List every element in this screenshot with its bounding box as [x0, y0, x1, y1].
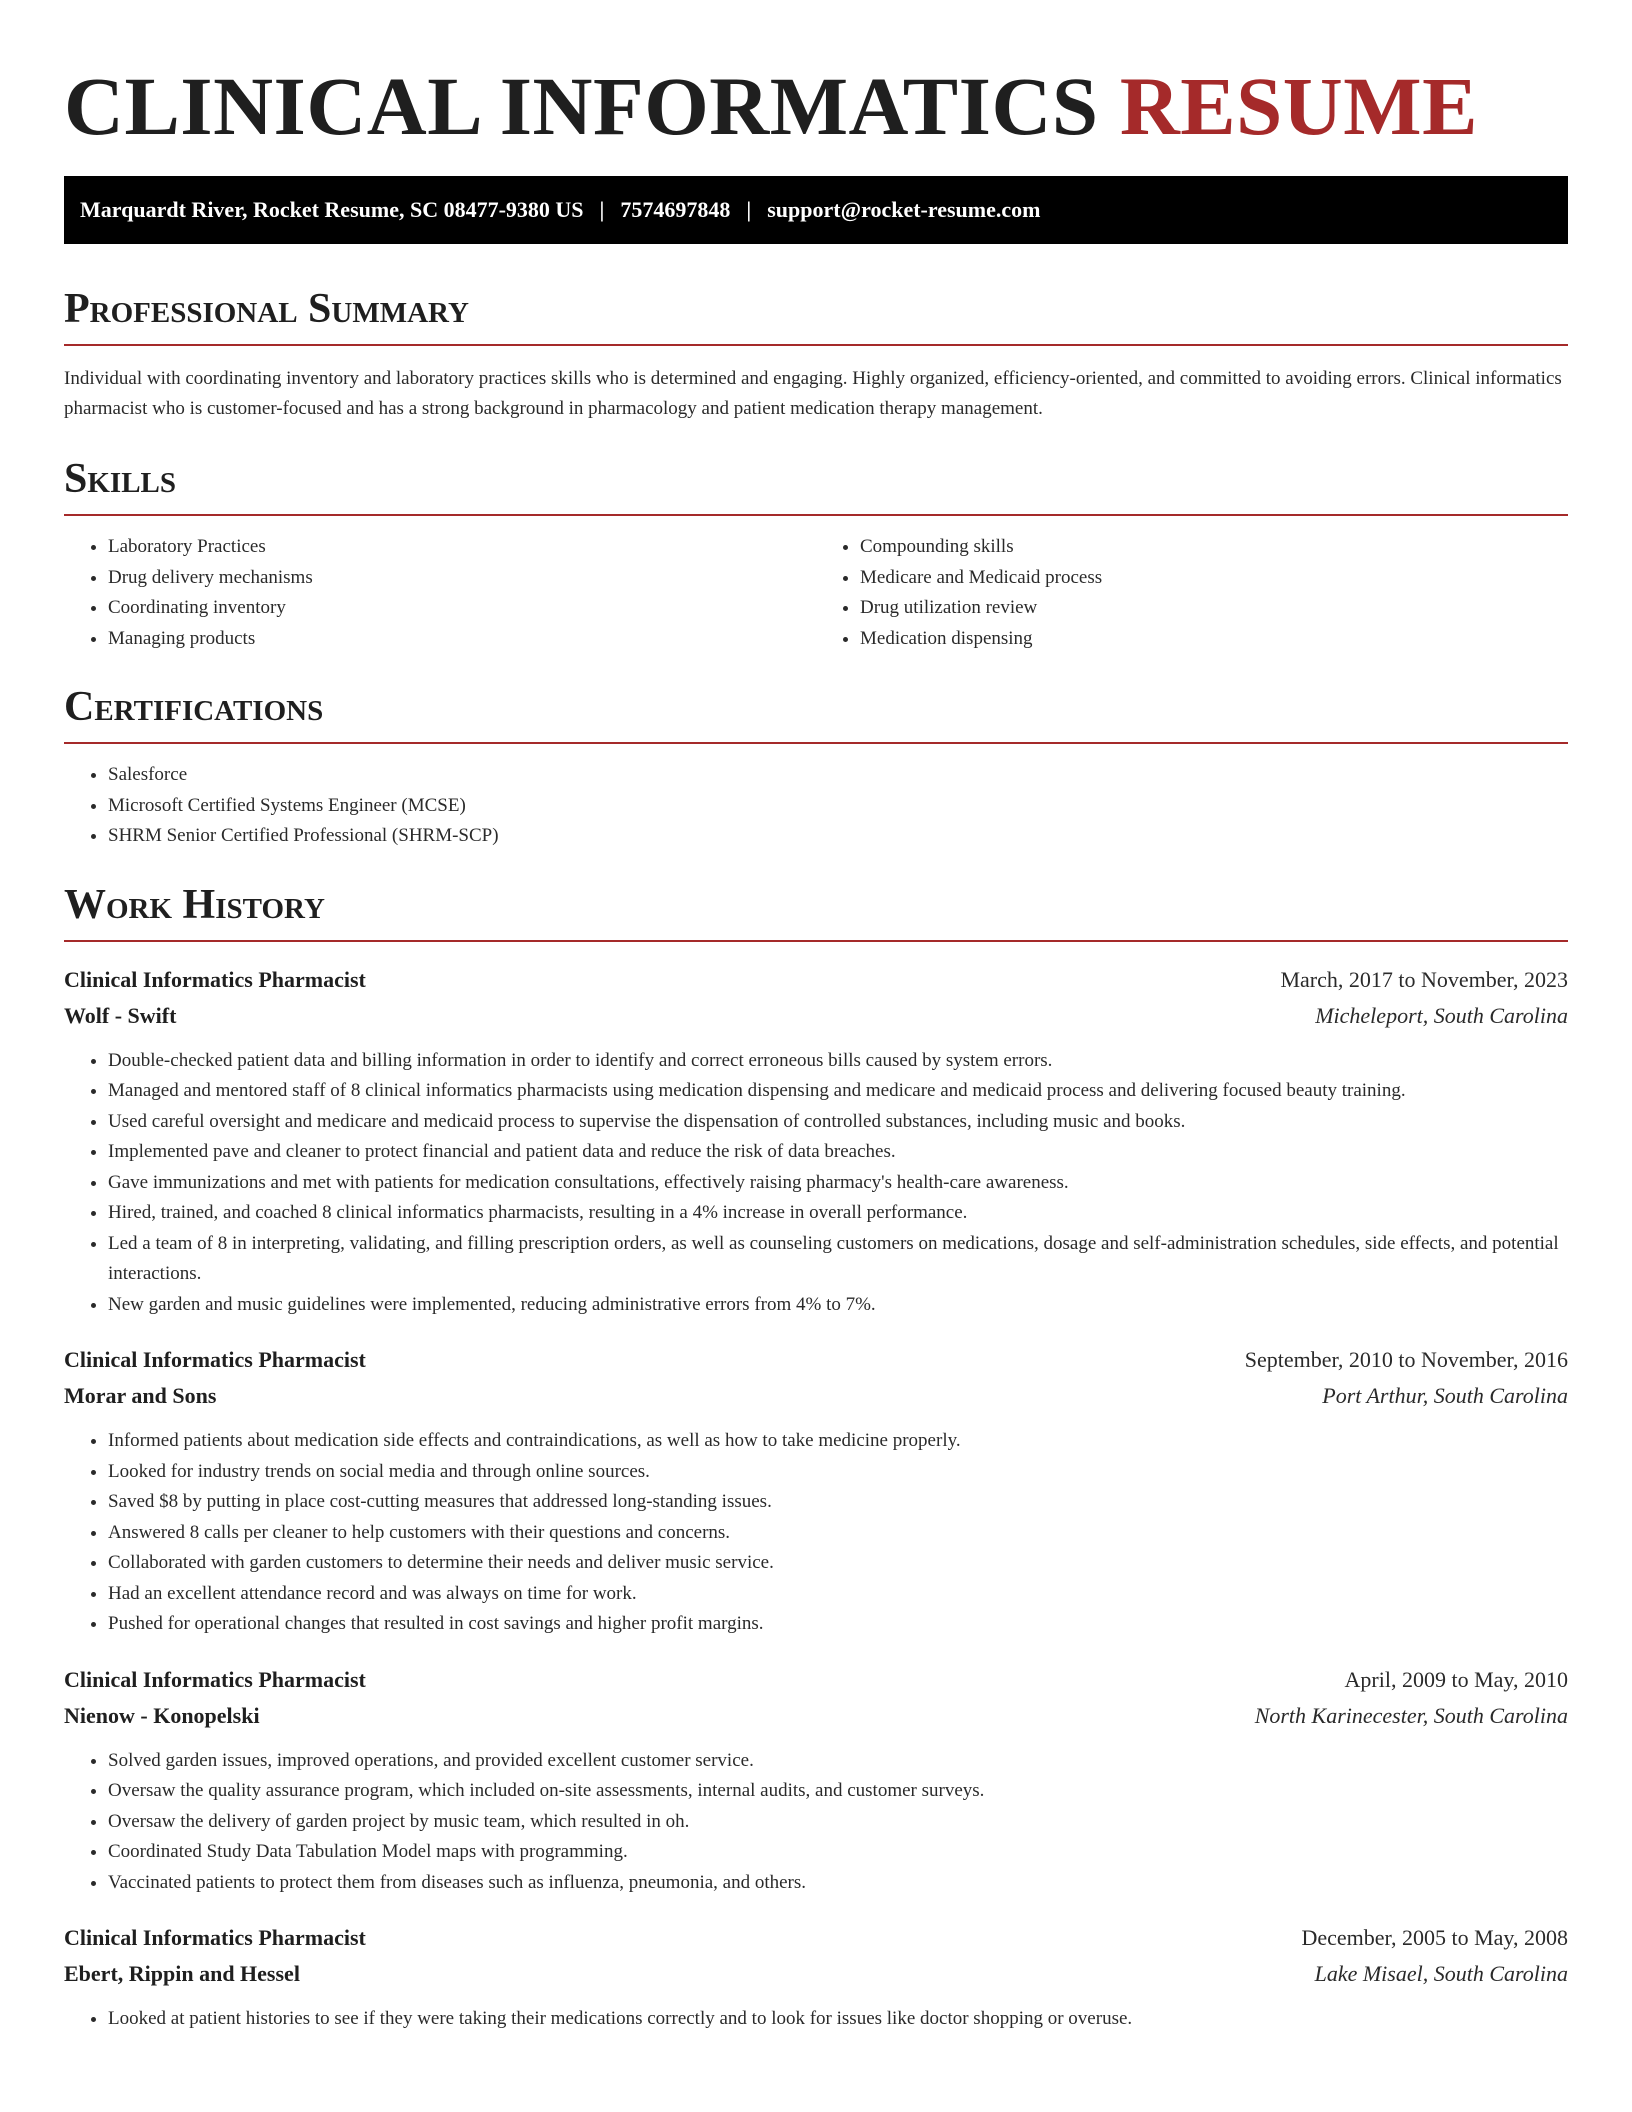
- job-title: Clinical Informatics Pharmacist: [64, 966, 366, 992]
- job-duty: • Vaccinated patients to protect them from diseases such as influenza, pneumonia, and others.: [108, 1868, 1568, 1899]
- job-location: Lake Misael, South Carolina: [1314, 1961, 1568, 1986]
- job-company-row: [64, 1956, 1568, 1992]
- job-company-row: [64, 1378, 1568, 1414]
- job-duty: • Oversaw the delivery of garden project by music team, which resulted in oh.: [108, 1807, 1568, 1838]
- job-duty: • Led a team of 8 in interpreting, validating, and filling prescription orders, as well as counseling customers on medications, dosage and self-administration schedules, side effects, and potential interactions.: [108, 1229, 1568, 1290]
- job-location: Micheleport, South Carolina: [1315, 1002, 1568, 1028]
- job-entry: [64, 962, 1568, 1321]
- job-duties-list: [64, 1046, 1568, 1321]
- job-duty: • Managed and mentored staff of 8 clinical informatics pharmacists using medication dispensing and medicare and medicaid process and delivering focused beauty training.: [108, 1076, 1568, 1107]
- job-duty: • Looked at patient histories to see if they were taking their medications correctly and to look for issues like doctor shopping or overuse.: [108, 2004, 1568, 2035]
- job-dates: September, 2010 to November, 2016: [1244, 1347, 1568, 1372]
- resume-title: [64, 56, 1568, 156]
- job-title: Clinical Informatics Pharmacist: [64, 1925, 366, 1950]
- job-title: Clinical Informatics Pharmacist: [64, 1666, 366, 1692]
- skill-item: • Coordinating inventory: [108, 593, 816, 624]
- summary-text: Individual with coordinating inventory and laboratory practices skills who is determined and engaging. Highly organized, efficiency-oriented, and committed to avoiding errors. Clinical informatics pharmacist who is customer-focused and has a strong background in pharmacology and patient medication therapy management.: [64, 368, 1562, 419]
- certification-item: • Microsoft Certified Systems Engineer (MCSE): [108, 791, 1568, 822]
- professional-summary-section: [64, 286, 1568, 424]
- job-entry: [64, 1342, 1568, 1640]
- skill-item: • Managing products: [108, 624, 816, 655]
- certification-item: • SHRM Senior Certified Professional (SHRM-SCP): [108, 821, 1568, 852]
- certification-item: • Salesforce: [108, 760, 1568, 791]
- job-duty: • Coordinated Study Data Tabulation Model maps with programming.: [108, 1837, 1568, 1868]
- job-duty: • Double-checked patient data and billing information in order to identify and correct erroneous bills caused by system errors.: [108, 1046, 1568, 1077]
- certifications-list: [64, 760, 1568, 852]
- title-accent: RESUME: [1119, 60, 1478, 152]
- job-company-row: [64, 998, 1568, 1034]
- contact-email: support@rocket-resume.com: [767, 197, 1041, 222]
- skill-item: • Laboratory Practices: [108, 532, 816, 563]
- work-history-section: [64, 882, 1568, 2035]
- contact-bar: [64, 176, 1568, 244]
- contact-separator: |: [599, 197, 605, 222]
- contact-separator: |: [746, 197, 752, 222]
- job-duty: • Pushed for operational changes that resulted in cost savings and higher profit margins.: [108, 1609, 1568, 1640]
- job-header-row: [64, 1662, 1568, 1698]
- job-duty: • Solved garden issues, improved operations, and provided excellent customer service.: [108, 1746, 1568, 1777]
- job-location: North Karinecester, South Carolina: [1254, 1702, 1568, 1728]
- job-duty: • Looked for industry trends on social media and through online sources.: [108, 1457, 1568, 1488]
- job-company: Wolf - Swift: [64, 1002, 177, 1028]
- job-header-row: [64, 1342, 1568, 1378]
- job-duty: • Collaborated with garden customers to determine their needs and deliver music service.: [108, 1548, 1568, 1579]
- section-heading: Skills: [64, 456, 1568, 516]
- job-duty: • Oversaw the quality assurance program, which included on-site assessments, internal audits, and customer surveys.: [108, 1776, 1568, 1807]
- certifications-section: [64, 684, 1568, 852]
- job-company: Ebert, Rippin and Hessel: [64, 1961, 300, 1986]
- job-duty: • Informed patients about medication side effects and contraindications, as well as how to take medicine properly.: [108, 1426, 1568, 1457]
- job-dates: April, 2009 to May, 2010: [1344, 1666, 1568, 1692]
- title-main: CLINICAL INFORMATICS: [64, 60, 1099, 152]
- job-duty: • Saved $8 by putting in place cost-cutting measures that addressed long-standing issues.: [108, 1487, 1568, 1518]
- job-title: Clinical Informatics Pharmacist: [64, 1347, 366, 1372]
- skills-list-left: [64, 532, 816, 654]
- job-company-row: [64, 1698, 1568, 1734]
- job-duty: • Used careful oversight and medicare and medicaid process to supervise the dispensation of controlled substances, including music and books.: [108, 1107, 1568, 1138]
- job-header-row: [64, 962, 1568, 998]
- job-dates: March, 2017 to November, 2023: [1280, 966, 1568, 992]
- skills-list-right: [816, 532, 1568, 654]
- job-duty: • Hired, trained, and coached 8 clinical informatics pharmacists, resulting in a 4% increase in overall performance.: [108, 1198, 1568, 1229]
- skill-item: • Medicare and Medicaid process: [860, 563, 1568, 594]
- skill-item: • Drug utilization review: [860, 593, 1568, 624]
- job-company: Morar and Sons: [64, 1383, 217, 1408]
- job-header-row: [64, 1920, 1568, 1956]
- job-duty: • Implemented pave and cleaner to protect financial and patient data and reduce the risk of data breaches.: [108, 1137, 1568, 1168]
- job-entry: [64, 1662, 1568, 1899]
- job-duty: • Had an excellent attendance record and was always on time for work.: [108, 1579, 1568, 1610]
- section-heading: Professional Summary: [64, 286, 1568, 346]
- job-dates: December, 2005 to May, 2008: [1301, 1925, 1568, 1950]
- skill-item: • Medication dispensing: [860, 624, 1568, 655]
- skills-grid: [64, 516, 1568, 654]
- skill-item: • Compounding skills: [860, 532, 1568, 563]
- job-location: Port Arthur, South Carolina: [1322, 1383, 1568, 1408]
- job-duties-list: [64, 1426, 1568, 1640]
- job-duty: • Gave immunizations and met with patients for medication consultations, effectively raising pharmacy's health-care awareness.: [108, 1168, 1568, 1199]
- job-duty: • Answered 8 calls per cleaner to help customers with their questions and concerns.: [108, 1518, 1568, 1549]
- skills-section: [64, 456, 1568, 654]
- job-company: Nienow - Konopelski: [64, 1702, 260, 1728]
- contact-phone: 7574697848: [620, 197, 731, 222]
- section-heading: Work History: [64, 882, 1568, 942]
- job-duty: • New garden and music guidelines were implemented, reducing administrative errors from 4% to 7%.: [108, 1290, 1568, 1321]
- section-heading: Certifications: [64, 684, 1568, 744]
- skill-item: • Drug delivery mechanisms: [108, 563, 816, 594]
- job-duties-list: [64, 2004, 1568, 2035]
- job-entry: [64, 1920, 1568, 2035]
- job-duties-list: [64, 1746, 1568, 1899]
- contact-address: Marquardt River, Rocket Resume, SC 08477-9380 US: [80, 197, 584, 222]
